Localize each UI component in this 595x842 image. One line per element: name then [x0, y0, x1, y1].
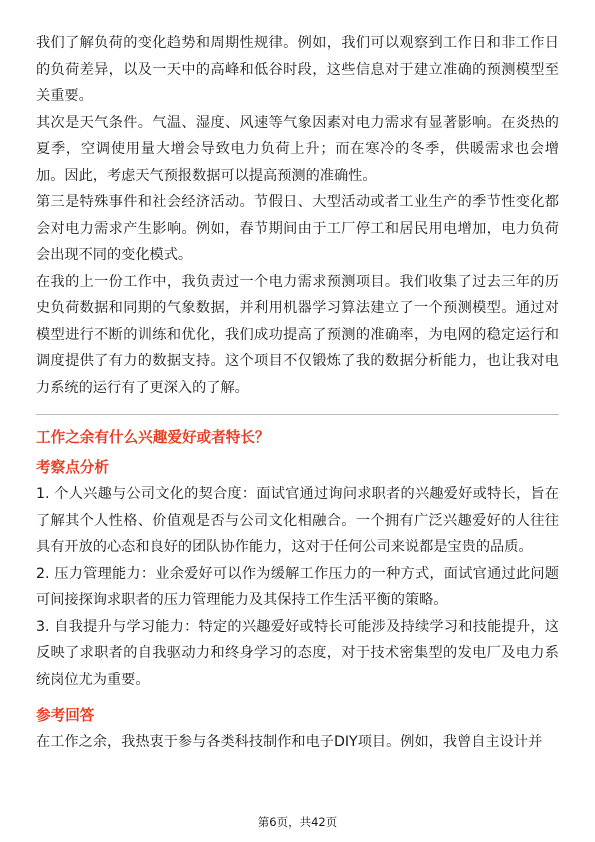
- analysis-heading: 考察点分析: [36, 459, 109, 476]
- page-number: 第6页，共42页: [257, 815, 338, 829]
- section-divider: [36, 414, 559, 415]
- analysis-point: 3. 自我提升与学习能力：特定的兴趣爱好或特长可能涉及持续学习和技能提升，这反映了求职者的自我驱动力和终身学习的态度，对于技术密集型的发电厂及电力系统岗位尤为重要。: [36, 618, 559, 688]
- answer-heading: 参考回答: [36, 707, 95, 724]
- body-paragraph: 其次是天气条件。气温、湿度、风速等气象因素对电力需求有显著影响。在炎热的夏季，空调使用量大增会导致电力负荷上升；而在寒冷的冬季，供暖需求也会增加。因此，考虑天气预报数据可以提高预测的准确性。: [36, 114, 559, 184]
- analysis-point: 1. 个人兴趣与公司文化的契合度：面试官通过询问求职者的兴趣爱好或特长，旨在了解其个人性格、价值观是否与公司文化相融合。一个拥有广泛兴趣爱好的人往往具有开放的心态和良好的团队协作能力，这对于任何公司来说都是宝贵的品质。: [36, 486, 559, 555]
- body-paragraph: 在我的上一份工作中，我负责过一个电力需求预测项目。我们收集了过去三年的历史负荷数据和同期的气象数据，并利用机器学习算法建立了一个预测模型。通过对模型进行不断的训练和优化，我们成功提高了预测的准确率，为电网的稳定运行和调度提供了有力的数据支持。这个项目不仅锻炼了我的数据分析能力，也让我对电力系统的运行有了更深入的了解。: [36, 273, 559, 396]
- question-title: 工作之余有什么兴趣爱好或者特长？: [36, 429, 270, 446]
- page-content: [36, 30, 559, 756]
- body-paragraph: 我们了解负荷的变化趋势和周期性规律。例如，我们可以观察到工作日和非工作日的负荷差异，以及一天中的高峰和低谷时段，这些信息对于建立准确的预测模型至关重要。: [36, 35, 559, 104]
- body-paragraph: 第三是特殊事件和社会经济活动。节假日、大型活动或者工业生产的季节性变化都会对电力需求产生影响。例如，春节期间由于工厂停工和居民用电增加，电力负荷会出现不同的变化模式。: [36, 194, 559, 263]
- answer-paragraph: 在工作之余，我热衷于参与各类科技制作和电子DIY项目。例如，我曾自主设计并: [36, 734, 543, 750]
- analysis-point: 2. 压力管理能力：业余爱好可以作为缓解工作压力的一种方式，面试官通过此问题可间接探询求职者的压力管理能力及其保持工作生活平衡的策略。: [36, 565, 559, 608]
